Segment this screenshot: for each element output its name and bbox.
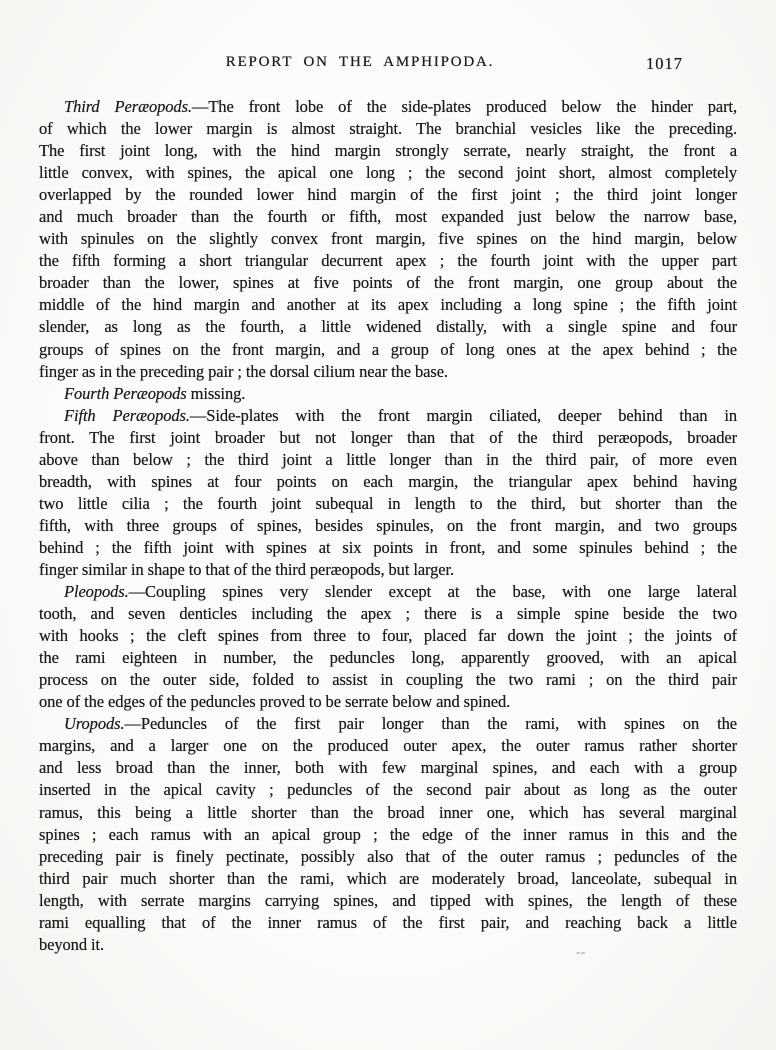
text-line: the rami eighteen in number, the peduncles long, apparently grooved, with an apical bbox=[39, 648, 737, 668]
paragraph-lead: Fourth Peræopods bbox=[64, 383, 187, 403]
text-line: slender, as long as the fourth, a little widened distally, with a single spine and four bbox=[39, 317, 737, 337]
page-number: 1017 bbox=[646, 54, 683, 73]
text-line: and much broader than the fourth or fifth, most expanded just below the narrow base, bbox=[39, 207, 737, 227]
body-text bbox=[39, 96, 737, 956]
text-line: little convex, with spines, the apical one long ; the second joint short, almost completely bbox=[39, 163, 737, 183]
text-line: Fifth Peræopods.—Side-plates with the front margin ciliated, deeper behind than in bbox=[64, 405, 737, 425]
text-line: groups of spines on the front margin, and a group of long ones at the apex behind ; the bbox=[39, 339, 737, 359]
paragraph-lead: Third Peræopods. bbox=[64, 97, 192, 116]
text-line: finger similar in shape to that of the third peræopods, but larger. bbox=[39, 559, 455, 579]
text-line: finger as in the preceding pair ; the dorsal cilium near the base. bbox=[39, 361, 448, 381]
text-line: the fifth forming a short triangular decurrent apex ; the fourth joint with the upper part bbox=[39, 251, 737, 271]
text-line: two little cilia ; the fourth joint subequal in length to the third, but shorter than the bbox=[39, 493, 737, 513]
text-line: margins, and a larger one on the produced outer apex, the outer ramus rather shorter bbox=[39, 736, 737, 756]
text-line: Uropods.—Peduncles of the first pair longer than the rami, with spines on the bbox=[64, 714, 737, 734]
paragraph bbox=[39, 96, 737, 383]
running-title: REPORT ON THE AMPHIPODA. bbox=[225, 54, 495, 70]
scan-artifact-dash: -- bbox=[576, 944, 586, 959]
text-line: front. The first joint broader but not longer than that of the third peræopods, broader bbox=[39, 427, 737, 447]
text-line: rami equalling that of the inner ramus of the first pair, and reaching back a little bbox=[39, 912, 737, 932]
text-line: and less broad than the inner, both with few marginal spines, and each with a group bbox=[39, 758, 737, 778]
paragraph bbox=[39, 383, 737, 405]
text-line: above than below ; the third joint a little longer than in the third pair, of more even bbox=[39, 449, 737, 469]
text-line: Fourth Peræopods missing. bbox=[64, 383, 246, 403]
text-line: one of the edges of the peduncles proved to be serrate below and spined. bbox=[39, 692, 511, 712]
text-line: ramus, this being a little shorter than the broad inner one, which has several marginal bbox=[39, 802, 737, 822]
paragraph bbox=[39, 405, 737, 581]
text-line: The first joint long, with the hind margin strongly serrate, nearly straight, the front a bbox=[39, 141, 737, 161]
text-line: third pair much shorter than the rami, which are moderately broad, lanceolate, subequal in bbox=[39, 868, 737, 888]
text-line: of which the lower margin is almost straight. The branchial vesicles like the preceding. bbox=[39, 119, 737, 139]
text-line: breadth, with spines at four points on each margin, the triangular apex behind having bbox=[39, 471, 737, 491]
text-line: with hooks ; the cleft spines from three to four, placed far down the joint ; the joints of bbox=[39, 626, 737, 646]
text-line: beyond it. bbox=[39, 934, 104, 954]
paragraph bbox=[39, 581, 737, 713]
text-line: Third Peræopods.—The front lobe of the side-plates produced below the hinder part, bbox=[64, 97, 737, 116]
paragraph-lead: Uropods. bbox=[64, 714, 125, 734]
text-line: with spinules on the slightly convex front margin, five spines on the hind margin, below bbox=[39, 229, 737, 249]
text-line: process on the outer side, folded to assist in coupling the two rami ; on the third pair bbox=[39, 670, 737, 690]
text-line: overlapped by the rounded lower hind margin of the first joint ; the third joint longer bbox=[39, 185, 737, 205]
text-line: middle of the hind margin and another at its apex including a long spine ; the fifth joint bbox=[39, 295, 737, 315]
text-line: fifth, with three groups of spines, besides spinules, on the front margin, and two groups bbox=[39, 515, 737, 535]
text-line: Pleopods.—Coupling spines very slender except at the base, with one large lateral bbox=[64, 582, 737, 602]
paragraph bbox=[39, 713, 737, 956]
text-line: length, with serrate margins carrying spines, and tipped with spines, the length of these bbox=[39, 890, 737, 910]
text-line: behind ; the fifth joint with spines at six points in front, and some spinules behind ; the bbox=[39, 537, 737, 557]
page-header bbox=[39, 54, 737, 76]
paragraph-lead: Pleopods. bbox=[64, 582, 129, 602]
text-line: broader than the lower, spines at five points of the front margin, one group about the bbox=[39, 273, 737, 293]
text-line: tooth, and seven denticles including the apex ; there is a simple spine beside the two bbox=[39, 604, 737, 624]
paragraph-lead: Fifth Peræopods. bbox=[64, 405, 190, 425]
text-line: inserted in the apical cavity ; peduncles of the second pair about as long as the outer bbox=[39, 780, 737, 800]
text-line: preceding pair is finely pectinate, possibly also that of the outer ramus ; peduncles of the bbox=[39, 846, 737, 866]
text-line: spines ; each ramus with an apical group ; the edge of the inner ramus in this and the bbox=[39, 824, 737, 844]
